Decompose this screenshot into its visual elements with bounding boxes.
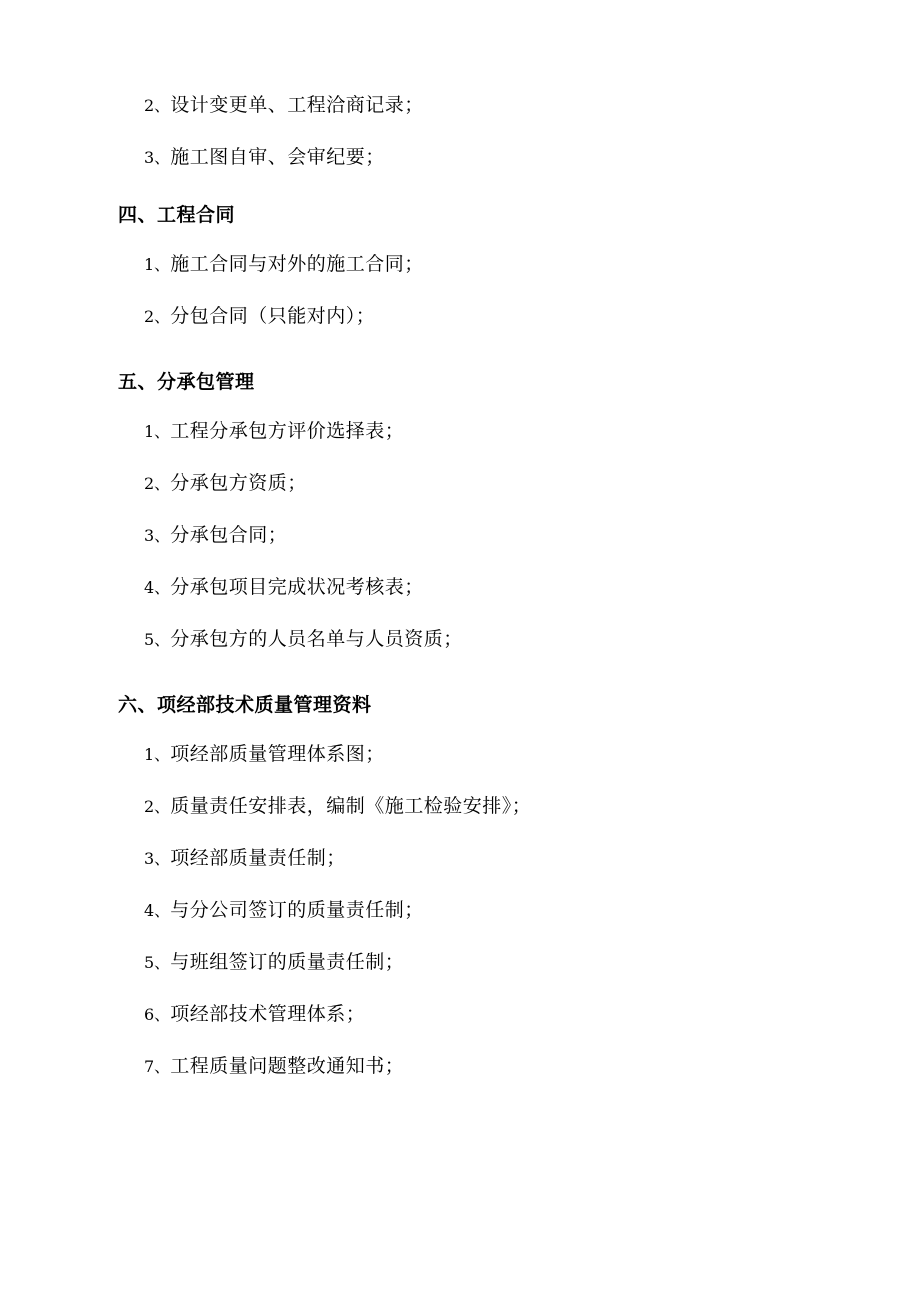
list-item	[118, 526, 802, 545]
list-item-number: 3、	[144, 148, 171, 167]
list-item-number: 3、	[144, 526, 171, 545]
list-item	[118, 849, 802, 868]
list-item-text: 质量责任安排表，编制《施工检验安排》；	[170, 795, 532, 817]
list-item-text: 分承包项目完成状况考核表；	[170, 576, 424, 598]
list-item-number: 1、	[144, 255, 171, 274]
section-heading-6: 六、项经部技术质量管理资料	[118, 694, 372, 716]
list-item-text: 工程分承包方评价选择表；	[170, 420, 405, 442]
list-item-text: 分包合同（只能对内）；	[170, 305, 376, 327]
list-item-text: 施工图自审、会审纪要；	[170, 146, 385, 168]
list-item-number: 3、	[144, 849, 171, 868]
list-item	[118, 797, 802, 816]
list-item-number: 5、	[144, 630, 171, 649]
section-heading-4: 四、工程合同	[118, 204, 236, 226]
list-item-text: 与班组签订的质量责任制；	[170, 951, 405, 973]
list-item	[118, 474, 802, 493]
list-item	[118, 307, 802, 326]
list-item-text: 分承包合同；	[170, 524, 288, 546]
list-item-text: 设计变更单、工程洽商记录；	[170, 94, 424, 116]
document-body	[118, 96, 802, 1076]
list-item	[118, 422, 802, 441]
list-item-text: 分承包方资质；	[170, 472, 307, 494]
list-item-text: 施工合同与对外的施工合同；	[170, 253, 424, 275]
list-item-number: 2、	[144, 797, 171, 816]
list-item-text: 项经部质量管理体系图；	[170, 743, 385, 765]
list-item-text: 与分公司签订的质量责任制；	[170, 899, 424, 921]
list-item-number: 4、	[144, 578, 171, 597]
list-item	[118, 255, 802, 274]
list-item	[118, 1005, 802, 1024]
list-item-number: 5、	[144, 953, 171, 972]
list-item-number: 7、	[144, 1057, 171, 1076]
list-item	[118, 901, 802, 920]
list-item-number: 1、	[144, 745, 171, 764]
list-item-text: 工程质量问题整改通知书；	[170, 1055, 405, 1077]
list-item-number: 6、	[144, 1005, 171, 1024]
list-item-number: 1、	[144, 422, 171, 441]
list-item	[118, 96, 802, 115]
list-item-text: 分承包方的人员名单与人员资质；	[170, 628, 463, 650]
section-heading-5: 五、分承包管理	[118, 371, 255, 393]
list-item	[118, 1057, 802, 1076]
list-item-number: 2、	[144, 474, 171, 493]
list-item-number: 2、	[144, 96, 171, 115]
list-item	[118, 148, 802, 167]
list-item	[118, 630, 802, 649]
list-item	[118, 953, 802, 972]
list-item	[118, 745, 802, 764]
list-item-number: 4、	[144, 901, 171, 920]
list-item-text: 项经部质量责任制；	[170, 847, 346, 869]
list-item-number: 2、	[144, 307, 171, 326]
list-item-text: 项经部技术管理体系；	[170, 1003, 366, 1025]
list-item	[118, 578, 802, 597]
